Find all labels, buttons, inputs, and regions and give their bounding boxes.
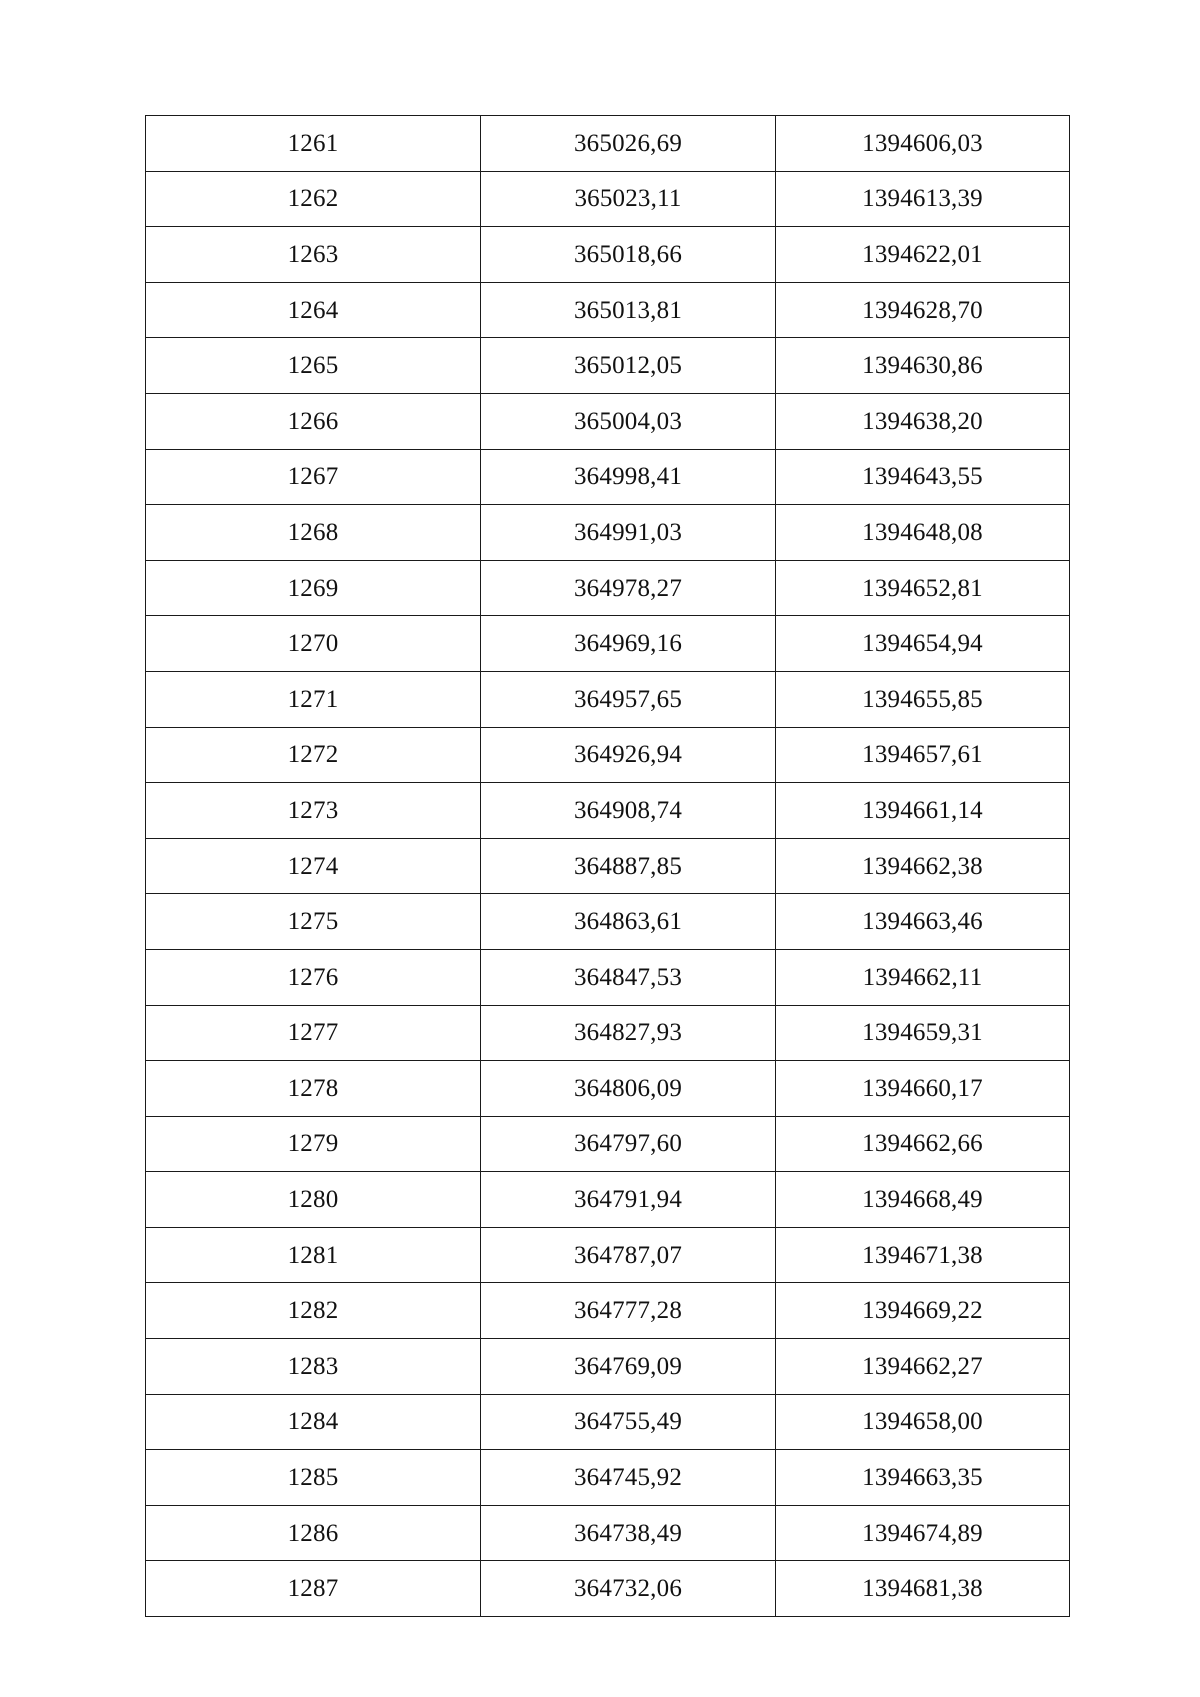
table-row: [146, 1227, 1070, 1283]
x-coordinate-cell: 364847,53: [481, 949, 776, 1005]
y-coordinate-cell: 1394652,81: [776, 560, 1070, 616]
table-row: [146, 1005, 1070, 1061]
table-row: [146, 1339, 1070, 1395]
table-row: [146, 1505, 1070, 1561]
x-coordinate-cell: 364745,92: [481, 1450, 776, 1506]
y-coordinate-cell: 1394671,38: [776, 1227, 1070, 1283]
table-row: [146, 894, 1070, 950]
y-coordinate-cell: 1394668,49: [776, 1172, 1070, 1228]
point-number-cell: 1277: [146, 1005, 481, 1061]
x-coordinate-cell: 365012,05: [481, 338, 776, 394]
table-row: [146, 560, 1070, 616]
y-coordinate-cell: 1394648,08: [776, 505, 1070, 561]
table-row: [146, 171, 1070, 227]
point-number-cell: 1285: [146, 1450, 481, 1506]
y-coordinate-cell: 1394662,11: [776, 949, 1070, 1005]
y-coordinate-cell: 1394613,39: [776, 171, 1070, 227]
table-row: [146, 282, 1070, 338]
y-coordinate-cell: 1394660,17: [776, 1061, 1070, 1117]
x-coordinate-cell: 364978,27: [481, 560, 776, 616]
x-coordinate-cell: 364777,28: [481, 1283, 776, 1339]
y-coordinate-cell: 1394655,85: [776, 671, 1070, 727]
table-row: [146, 1450, 1070, 1506]
y-coordinate-cell: 1394622,01: [776, 227, 1070, 283]
table-row: [146, 783, 1070, 839]
point-number-cell: 1262: [146, 171, 481, 227]
x-coordinate-cell: 364806,09: [481, 1061, 776, 1117]
x-coordinate-cell: 364827,93: [481, 1005, 776, 1061]
y-coordinate-cell: 1394638,20: [776, 393, 1070, 449]
coordinates-table: [145, 115, 1070, 1617]
table-row: [146, 1172, 1070, 1228]
x-coordinate-cell: 364969,16: [481, 616, 776, 672]
table-row: [146, 949, 1070, 1005]
table-row: [146, 616, 1070, 672]
point-number-cell: 1280: [146, 1172, 481, 1228]
table-row: [146, 1116, 1070, 1172]
point-number-cell: 1276: [146, 949, 481, 1005]
point-number-cell: 1284: [146, 1394, 481, 1450]
table-row: [146, 1394, 1070, 1450]
y-coordinate-cell: 1394663,46: [776, 894, 1070, 950]
y-coordinate-cell: 1394662,38: [776, 838, 1070, 894]
point-number-cell: 1287: [146, 1561, 481, 1617]
table-row: [146, 1561, 1070, 1617]
x-coordinate-cell: 364738,49: [481, 1505, 776, 1561]
point-number-cell: 1286: [146, 1505, 481, 1561]
x-coordinate-cell: 364991,03: [481, 505, 776, 561]
table-row: [146, 227, 1070, 283]
point-number-cell: 1263: [146, 227, 481, 283]
table-row: [146, 449, 1070, 505]
table-row: [146, 671, 1070, 727]
y-coordinate-cell: 1394654,94: [776, 616, 1070, 672]
x-coordinate-cell: 364887,85: [481, 838, 776, 894]
y-coordinate-cell: 1394663,35: [776, 1450, 1070, 1506]
point-number-cell: 1283: [146, 1339, 481, 1395]
x-coordinate-cell: 364755,49: [481, 1394, 776, 1450]
point-number-cell: 1281: [146, 1227, 481, 1283]
y-coordinate-cell: 1394643,55: [776, 449, 1070, 505]
point-number-cell: 1273: [146, 783, 481, 839]
point-number-cell: 1264: [146, 282, 481, 338]
point-number-cell: 1278: [146, 1061, 481, 1117]
table-row: [146, 838, 1070, 894]
y-coordinate-cell: 1394674,89: [776, 1505, 1070, 1561]
point-number-cell: 1279: [146, 1116, 481, 1172]
point-number-cell: 1266: [146, 393, 481, 449]
table-row: [146, 727, 1070, 783]
y-coordinate-cell: 1394657,61: [776, 727, 1070, 783]
y-coordinate-cell: 1394628,70: [776, 282, 1070, 338]
x-coordinate-cell: 364908,74: [481, 783, 776, 839]
x-coordinate-cell: 364787,07: [481, 1227, 776, 1283]
x-coordinate-cell: 364926,94: [481, 727, 776, 783]
table-row: [146, 393, 1070, 449]
y-coordinate-cell: 1394658,00: [776, 1394, 1070, 1450]
table-row: [146, 1061, 1070, 1117]
x-coordinate-cell: 365013,81: [481, 282, 776, 338]
x-coordinate-cell: 364791,94: [481, 1172, 776, 1228]
x-coordinate-cell: 364998,41: [481, 449, 776, 505]
x-coordinate-cell: 365004,03: [481, 393, 776, 449]
y-coordinate-cell: 1394681,38: [776, 1561, 1070, 1617]
point-number-cell: 1269: [146, 560, 481, 616]
point-number-cell: 1274: [146, 838, 481, 894]
y-coordinate-cell: 1394669,22: [776, 1283, 1070, 1339]
y-coordinate-cell: 1394630,86: [776, 338, 1070, 394]
table-row: [146, 505, 1070, 561]
x-coordinate-cell: 364863,61: [481, 894, 776, 950]
x-coordinate-cell: 364732,06: [481, 1561, 776, 1617]
y-coordinate-cell: 1394606,03: [776, 116, 1070, 172]
point-number-cell: 1272: [146, 727, 481, 783]
point-number-cell: 1268: [146, 505, 481, 561]
y-coordinate-cell: 1394659,31: [776, 1005, 1070, 1061]
table-row: [146, 116, 1070, 172]
x-coordinate-cell: 365023,11: [481, 171, 776, 227]
point-number-cell: 1282: [146, 1283, 481, 1339]
x-coordinate-cell: 365018,66: [481, 227, 776, 283]
table-row: [146, 338, 1070, 394]
point-number-cell: 1271: [146, 671, 481, 727]
point-number-cell: 1270: [146, 616, 481, 672]
table-row: [146, 1283, 1070, 1339]
point-number-cell: 1275: [146, 894, 481, 950]
point-number-cell: 1265: [146, 338, 481, 394]
x-coordinate-cell: 364797,60: [481, 1116, 776, 1172]
point-number-cell: 1261: [146, 116, 481, 172]
x-coordinate-cell: 365026,69: [481, 116, 776, 172]
coordinates-table-body: [146, 116, 1070, 1617]
x-coordinate-cell: 364957,65: [481, 671, 776, 727]
x-coordinate-cell: 364769,09: [481, 1339, 776, 1395]
y-coordinate-cell: 1394662,66: [776, 1116, 1070, 1172]
y-coordinate-cell: 1394661,14: [776, 783, 1070, 839]
point-number-cell: 1267: [146, 449, 481, 505]
y-coordinate-cell: 1394662,27: [776, 1339, 1070, 1395]
